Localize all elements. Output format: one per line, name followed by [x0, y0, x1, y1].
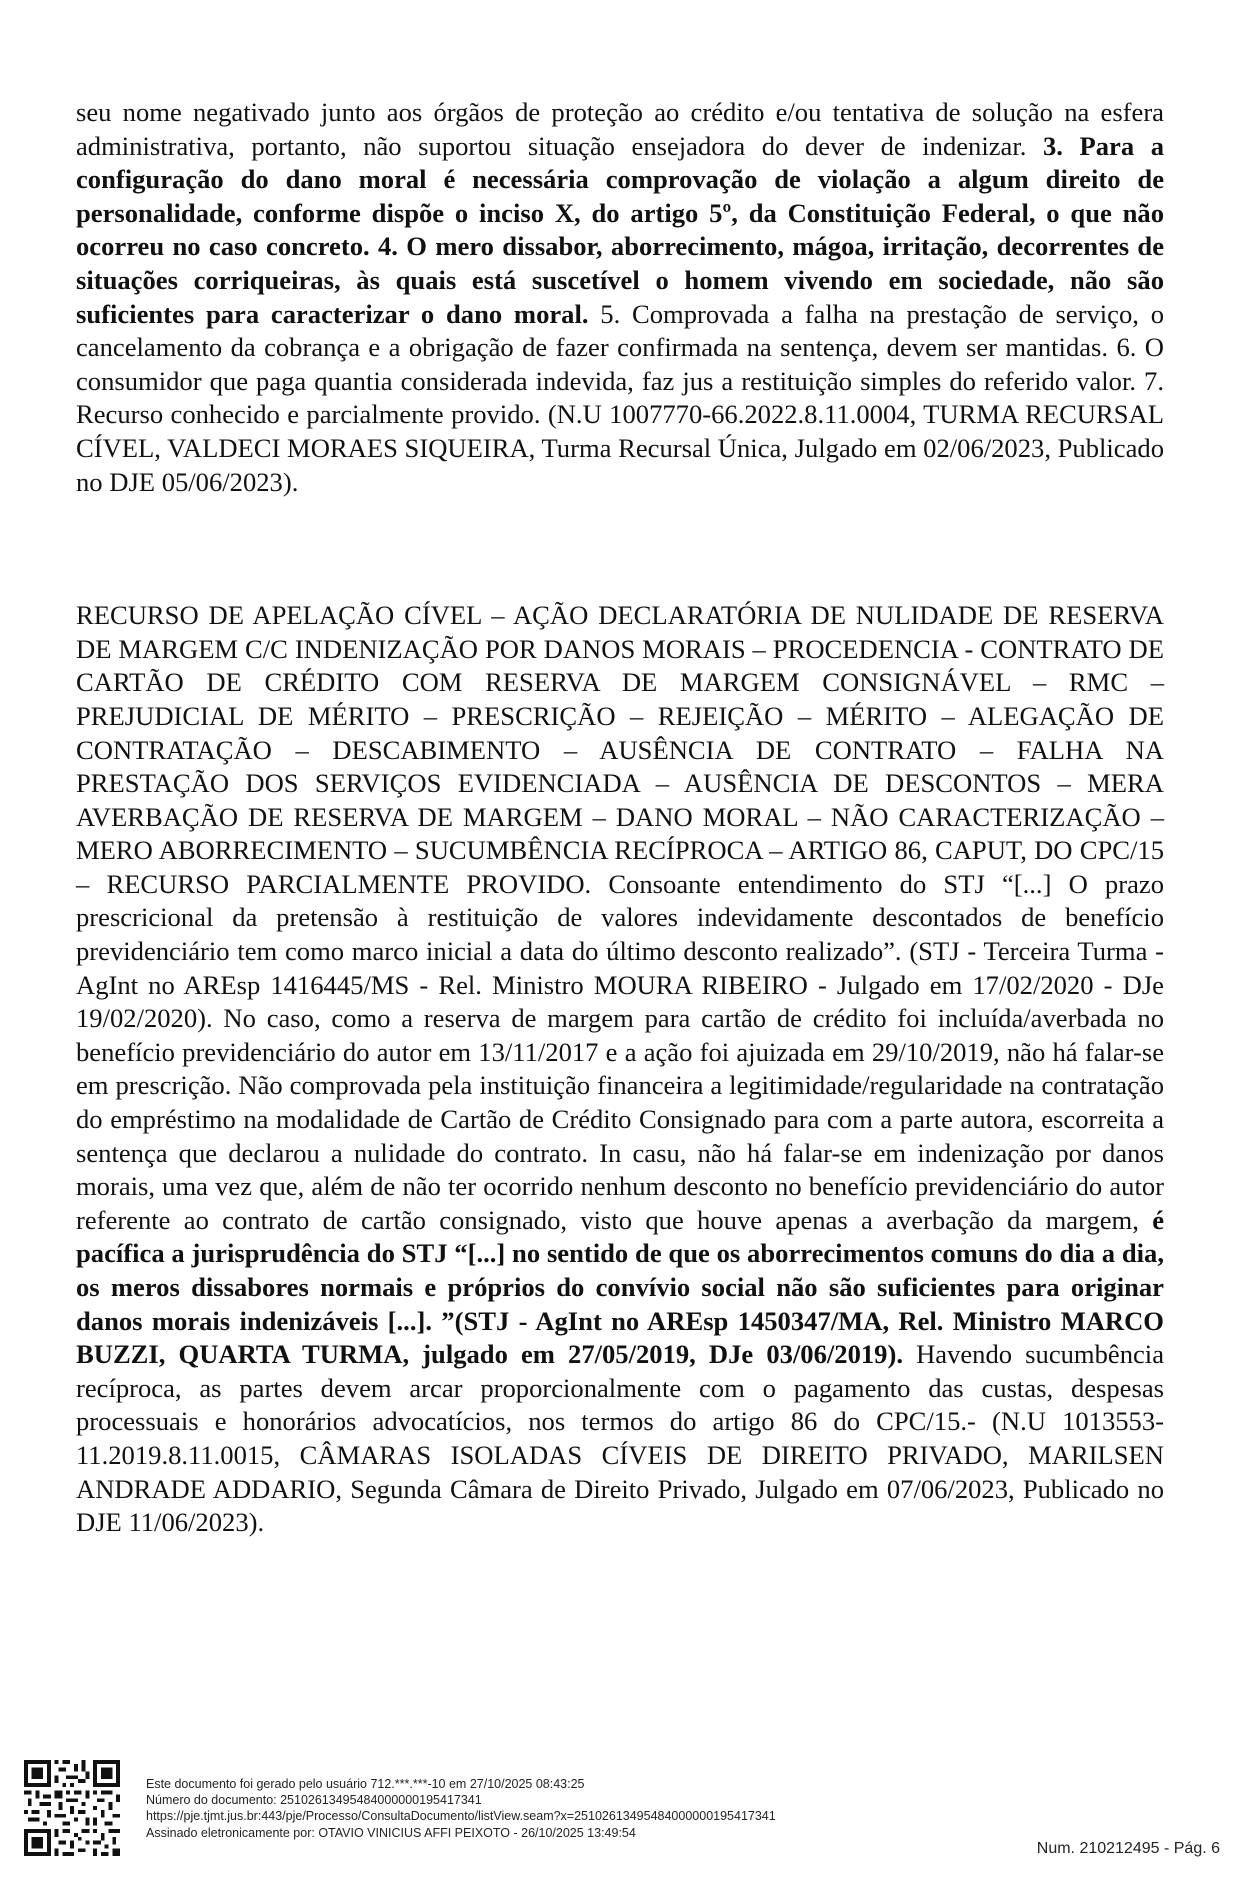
signed-by-line: Assinado eletronicamente por: OTAVIO VINICIUS AFFI PEIXOTO - 26/10/2025 13:49:54	[146, 1825, 636, 1840]
paragraph-2-text-start: RECURSO DE APELAÇÃO CÍVEL – AÇÃO DECLARATÓRIA DE NULIDADE DE RESERVA DE MARGEM C/C INDENIZAÇÃO POR DANOS MORAIS – PROCEDENCIA - CONTRATO DE CARTÃO DE CRÉDITO COM RESERVA DE MARGEM CONSIGNÁVEL – RMC – PREJUDICIAL DE MÉRITO – PRESCRIÇÃO – REJEIÇÃO – MÉRITO – ALEGAÇÃO DE CONTRATAÇÃO – DESCABIMENTO – AUSÊNCIA DE CONTRATO – FALHA NA PRESTAÇÃO DOS SERVIÇOS EVIDENCIADA – AUSÊNCIA DE DESCONTOS – MERA AVERBAÇÃO DE RESERVA DE MARGEM – DANO MORAL – NÃO CARACTERIZAÇÃO – MERO ABORRECIMENTO – SUCUMBÊNCIA RECÍPROCA – ARTIGO 86, CAPUT, DO CPC/15 – RECURSO PARCIALMENTE PROVIDO. Consoante entendimento do STJ “[...] O prazo prescricional da pretensão à restituição de valores indevidamente descontados de benefício previdenciário tem como marco inicial a data do último desconto realizado”. (STJ - Terceira Turma - AgInt no AREsp 1416445/MS - Rel. Ministro MOURA RIBEIRO - Julgado em 17/02/2020 - DJe 19/02/2020). No caso, como a reserva de margem para cartão de crédito foi incluída/averbada no benefício previdenciário do autor em 13/11/2017 e a ação foi ajuizada em 29/10/2019, não há falar-se em prescrição. Não comprovada pela instituição financeira a legitimidade/regularidade na contratação do empréstimo na modalidade de Cartão de Crédito Consignado para com a parte autora, escorreita a sentença que declarou a nulidade do contrato. In casu, não há falar-se em indenização por danos morais, uma vez que, além de não ter ocorrido nenhum desconto no benefício previdenciário do autor referente ao contrato de cartão consignado, visto que houve apenas a averbação da margem,	[76, 600, 1164, 1235]
paragraph-ementa-1	[76, 96, 1164, 499]
document-number-line: Número do documento: 25102613495484000000195417341	[146, 1793, 482, 1808]
paragraph-2-text-end: Havendo sucumbência recíproca, as partes devem arcar proporcionalmente com o pagamento das custas, despesas processuais e honorários advocatícios, nos termos do artigo 86 do CPC/15.- (N.U 1013553-11.2019.8.11.0015, CÂMARAS ISOLADAS CÍVEIS DE DIREITO PRIVADO, MARILSEN ANDRADE ADDARIO, Segunda Câmara de Direito Privado, Julgado em 07/06/2023, Publicado no DJE 11/06/2023).	[76, 1339, 1164, 1538]
generated-by-line: Este documento foi gerado pelo usuário 712.***.***-10 em 27/10/2025 08:43:25	[146, 1777, 585, 1791]
paragraph-1-text-start: seu nome negativado junto aos órgãos de proteção ao crédito e/ou tentativa de solução na esfera administrativa, portanto, não suportou situação ensejadora do dever de indenizar.	[76, 97, 1164, 161]
document-body	[76, 96, 1164, 1540]
document-metadata	[146, 1776, 776, 1841]
page-number: Num. 210212495 - Pág. 6	[1036, 1840, 1220, 1857]
qr-code-icon	[24, 1760, 120, 1856]
document-footer	[24, 1756, 1220, 1856]
paragraph-ementa-2	[76, 599, 1164, 1540]
paragraph-1-text-end: 5. Comprovada a falha na prestação de serviço, o cancelamento da cobrança e a obrigação de fazer confirmada na sentença, devem ser mantidas. 6. O consumidor que paga quantia considerada indevida, faz jus a restituição simples do referido valor. 7. Recurso conhecido e parcialmente provido. (N.U 1007770-66.2022.8.11.0004, TURMA RECURSAL CÍVEL, VALDECI MORAES SIQUEIRA, Turma Recursal Única, Julgado em 02/06/2023, Publicado no DJE 05/06/2023).	[76, 298, 1164, 497]
document-url-line: https://pje.tjmt.jus.br:443/pje/Processo/ConsultaDocumento/listView.seam?x=25102613495484000000195417341	[146, 1809, 776, 1824]
paragraph-1-bold-text: 3. Para a configuração do dano moral é necessária comprovação de violação a algum direito de personalidade, conforme dispõe o inciso X, do artigo 5º, da Constituição Federal, o que não ocorreu no caso concreto. 4. O mero dissabor, aborrecimento, mágoa, irritação, decorrentes de situações corriqueiras, às quais está suscetível o homem vivendo em sociedade, não são suficientes para caracterizar o dano moral.	[76, 130, 1164, 329]
paragraph-2-bold-text: é pacífica a jurisprudência do STJ “[...] no sentido de que os aborrecimentos comuns do dia a dia, os meros dissabores normais e próprios do convívio social não são suficientes para originar danos morais indenizáveis [...]. ”(STJ - AgInt no AREsp 1450347/MA, Rel. Ministro MARCO BUZZI, QUARTA TURMA, julgado em 27/05/2019, DJe 03/06/2019).	[76, 1204, 1164, 1370]
